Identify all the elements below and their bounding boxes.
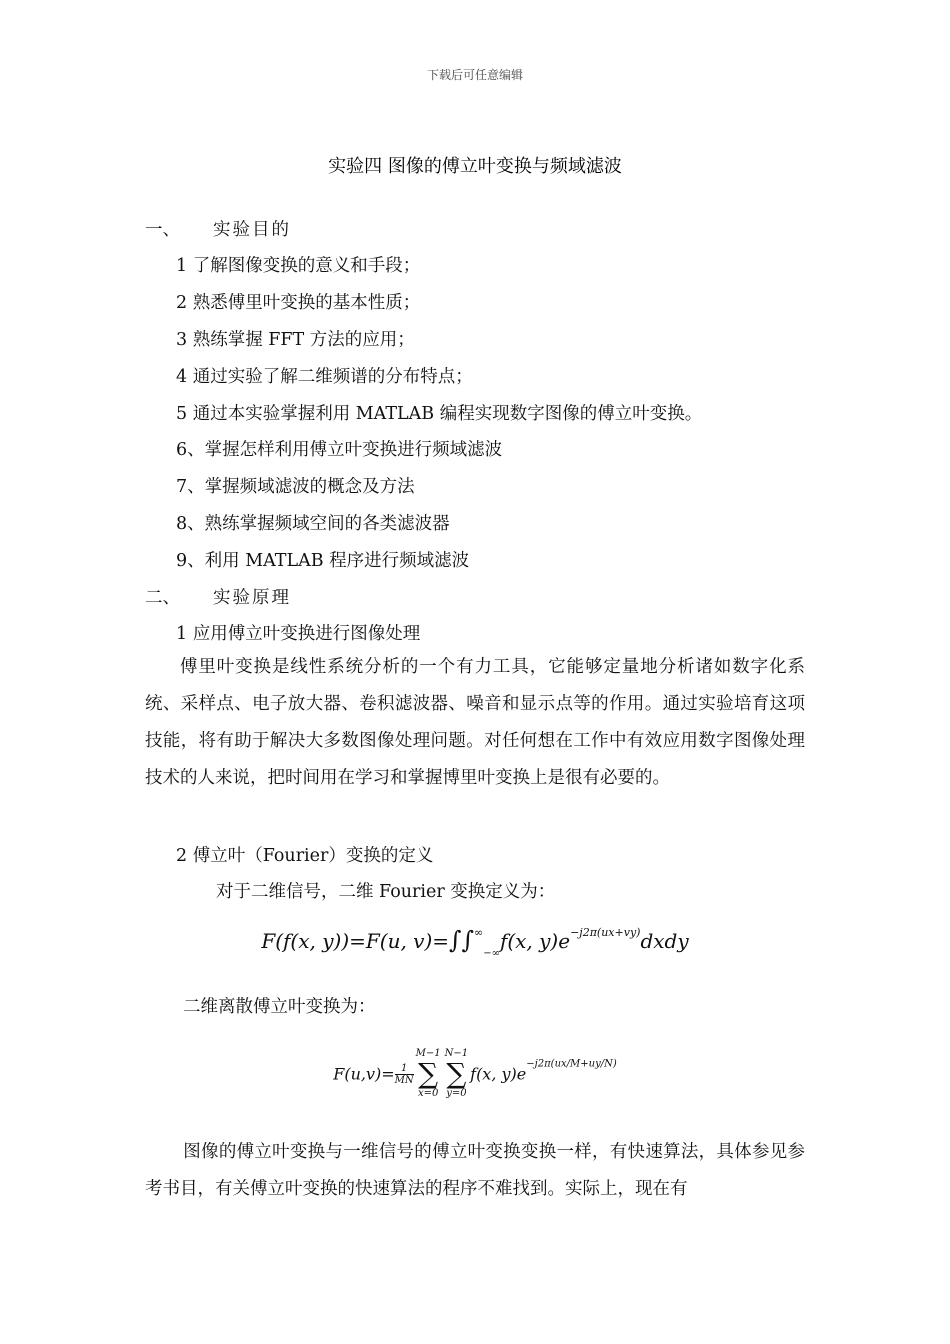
- objective-item: 4 通过实验了解二维频谱的分布特点；: [176, 367, 473, 387]
- sigma-sign: ∑: [418, 1057, 439, 1090]
- dft-intro: 二维离散傅立叶变换为：: [183, 997, 376, 1017]
- formula-body: f(x, y)e: [470, 1064, 527, 1084]
- paragraph-fft-note: [145, 1134, 805, 1208]
- integral-sign: ∫∫: [449, 926, 475, 954]
- formula-continuous-fourier: [0, 926, 950, 959]
- section-title: 实验原理: [213, 588, 291, 608]
- subsection-heading: 2 傅立叶（Fourier）变换的定义: [176, 846, 434, 866]
- formula-tail: dxdy: [640, 929, 689, 953]
- integral-upper-limit: ∞: [474, 926, 484, 939]
- fraction: [395, 1063, 414, 1086]
- objective-item: 1 了解图像变换的意义和手段；: [176, 256, 421, 276]
- subsection-heading: 1 应用傅立叶变换进行图像处理: [176, 624, 421, 644]
- objective-item: 8、熟练掌握频域空间的各类滤波器: [176, 514, 450, 534]
- document-title: 实验四 图像的傅立叶变换与频域滤波: [328, 156, 622, 177]
- formula-discrete-fourier: [0, 1048, 950, 1100]
- formula-lhs: F(f(x, y))=F(u, v)=: [261, 929, 450, 953]
- formula-exponent: −j2π(ux/M+uy/N): [526, 1058, 617, 1070]
- paragraph-text: 图像的傅立叶变换与一维信号的傅立叶变换变换一样，有快速算法，具体参见参考书目，有关傅立叶变换的快速算法的程序不难找到。实际上，现在有: [145, 1142, 805, 1199]
- formula-exponent: −j2π(ux+vy): [570, 926, 641, 939]
- section-number: 一、: [145, 220, 180, 240]
- section-heading-objectives: [145, 216, 291, 241]
- sum-lower-limit: x=0: [417, 1088, 439, 1099]
- paragraph-fourier-intro: [145, 649, 805, 797]
- sum-lower-limit: y=0: [446, 1088, 467, 1099]
- objective-item: 9、利用 MATLAB 程序进行频域滤波: [176, 551, 470, 571]
- section-title: 实验目的: [213, 220, 291, 240]
- fraction-numerator: 1: [395, 1063, 414, 1075]
- objective-item: 7、掌握频域滤波的概念及方法: [176, 477, 415, 497]
- integral-lower-limit: −∞: [483, 948, 500, 959]
- sum-upper-limit: M−1: [415, 1048, 441, 1059]
- objective-item: 3 熟练掌握 FFT 方法的应用；: [176, 330, 415, 350]
- paragraph-text: 傅里叶变换是线性系统分析的一个有力工具，它能够定量地分析诸如数字化系统、采样点、电子放大器、卷积滤波器、噪音和显示点等的作用。通过实验培育这项技能，将有助于解决大多数图像处理问题。对任何想在工作中有效应用数字图像处理技术的人来说，把时间用在学习和掌握博里叶变换上是很有必要的。: [145, 657, 805, 788]
- section-heading-principles: [145, 584, 291, 609]
- page-header: 下载后可任意编辑: [426, 68, 523, 82]
- formula-body: f(x, y)e: [499, 929, 571, 953]
- summation-x: [416, 1048, 441, 1100]
- objective-item: 6、掌握怎样利用傅立叶变换进行频域滤波: [176, 440, 503, 460]
- sum-upper-limit: N−1: [444, 1048, 469, 1059]
- sigma-sign: ∑: [446, 1057, 467, 1090]
- objective-item: 2 熟悉傅里叶变换的基本性质；: [176, 293, 421, 313]
- section-number: 二、: [145, 588, 180, 608]
- summation-y: [445, 1048, 469, 1100]
- definition-intro: 对于二维信号，二维 Fourier 变换定义为：: [216, 882, 556, 902]
- fraction-denominator: MN: [394, 1074, 414, 1086]
- objective-item: 5 通过本实验掌握利用 MATLAB 编程实现数字图像的傅立叶变换。: [176, 404, 703, 424]
- formula-lhs: F(u,v)=: [333, 1064, 395, 1084]
